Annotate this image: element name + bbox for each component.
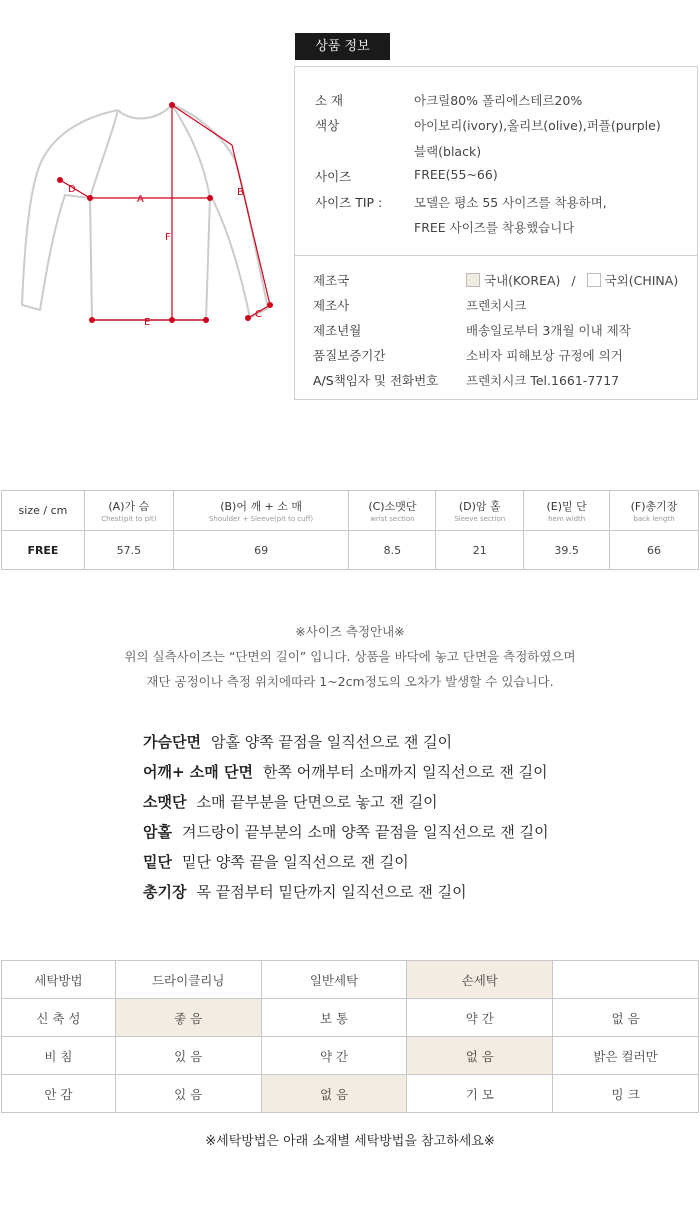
size-diagram bbox=[0, 0, 290, 340]
guide-line-2: 재단 공정이나 측정 위치에따라 1~2cm정도의 오차가 발생할 수 있습니다. bbox=[146, 674, 554, 689]
row-shoulder-sleeve: 69 bbox=[173, 531, 349, 570]
size-tip-value: 모델은 평소 55 사이즈를 착용하며, bbox=[414, 195, 607, 210]
care-cell: 드라이클리닝 bbox=[115, 961, 261, 999]
color-value: 아이보리(ivory),올리브(olive),퍼플(purple) bbox=[414, 118, 661, 133]
care-cell-selected: 좋 음 bbox=[115, 999, 261, 1037]
color-label: 색상 bbox=[315, 118, 340, 133]
label-f: F bbox=[165, 232, 171, 243]
care-cell: 안 감 bbox=[2, 1075, 116, 1113]
care-cell: 약 간 bbox=[261, 1037, 407, 1075]
material-label: 소 재 bbox=[315, 93, 344, 108]
header-wrist: (C)소맷단 wrist section bbox=[349, 491, 436, 531]
row-armhole: 21 bbox=[436, 531, 524, 570]
care-table bbox=[1, 960, 699, 1113]
size-table bbox=[1, 490, 699, 570]
care-note: ※세탁방법은 아래 소재별 세탁방법을 참고하세요※ bbox=[205, 1134, 495, 1149]
guide-title: ※사이즈 측정안내※ bbox=[295, 624, 405, 639]
material-value: 아크릴80% 폴리에스테르20% bbox=[414, 93, 583, 108]
product-info-tag: 상품 정보 bbox=[295, 33, 390, 60]
definition-item: 가슴단면 암홀 양쪽 끝점을 일직선으로 잰 길이 bbox=[143, 733, 453, 751]
care-cell: 일반세탁 bbox=[261, 961, 407, 999]
label-b: B bbox=[237, 187, 244, 198]
origin-china: 국외(CHINA) bbox=[604, 273, 679, 288]
care-cell: 세탁방법 bbox=[2, 961, 116, 999]
definition-item: 어깨+ 소매 단면 한쪽 어깨부터 소매까지 일직선으로 잰 길이 bbox=[143, 763, 548, 781]
china-checkbox-icon bbox=[587, 273, 601, 287]
table-row bbox=[2, 1075, 699, 1113]
size-tip-value-2: FREE 사이즈를 착용했습니다 bbox=[414, 220, 575, 235]
care-cell bbox=[553, 961, 699, 999]
row-size: FREE bbox=[2, 531, 85, 570]
definition-item: 암홀 겨드랑이 끝부분의 소매 양쪽 끝점을 일직선으로 잰 길이 bbox=[143, 823, 549, 841]
as-contact-label: A/S책임자 및 전화번호 bbox=[313, 373, 439, 388]
origin-korea: 국내(KOREA) bbox=[484, 273, 561, 288]
label-e: E bbox=[144, 317, 151, 328]
definition-item: 밑단 밑단 양쪽 끝을 일직선으로 잰 길이 bbox=[143, 853, 409, 871]
label-a: A bbox=[137, 194, 144, 205]
origin-separator: / bbox=[571, 273, 576, 288]
manufacture-date-value: 배송일로부터 3개월 이내 제작 bbox=[466, 323, 631, 338]
care-cell-selected: 손세탁 bbox=[407, 961, 553, 999]
table-row bbox=[2, 961, 699, 999]
size-label: 사이즈 bbox=[315, 169, 352, 184]
origin-value bbox=[466, 271, 678, 289]
care-cell: 비 침 bbox=[2, 1037, 116, 1075]
definition-item: 총기장 목 끝점부터 밑단까지 일직선으로 잰 길이 bbox=[143, 883, 467, 901]
maker-value: 프렌치시크 bbox=[466, 298, 527, 313]
warranty-value: 소비자 피해보상 규정에 의거 bbox=[466, 348, 623, 363]
guide-line-1: 위의 실측사이즈는 “단면의 길이” 입니다. 상품을 바닥에 놓고 단면을 측정하였으며 bbox=[124, 649, 576, 664]
care-cell: 약 간 bbox=[407, 999, 553, 1037]
as-contact-value: 프렌치시크 Tel.1661-7717 bbox=[466, 373, 620, 388]
row-wrist: 8.5 bbox=[349, 531, 436, 570]
table-row bbox=[2, 531, 699, 570]
origin-label: 제조국 bbox=[313, 273, 350, 288]
color-value-2: 블랙(black) bbox=[414, 144, 482, 159]
definition-item: 소맷단 소매 끝부분을 단면으로 놓고 잰 길이 bbox=[143, 793, 438, 811]
care-cell: 있 음 bbox=[115, 1075, 261, 1113]
care-cell: 밝은 컬러만 bbox=[553, 1037, 699, 1075]
care-cell: 보 통 bbox=[261, 999, 407, 1037]
header-hem: (E)밑 단 hem width bbox=[524, 491, 610, 531]
table-row bbox=[2, 999, 699, 1037]
size-value: FREE(55~66) bbox=[414, 167, 498, 182]
table-row bbox=[2, 1037, 699, 1075]
info-divider bbox=[294, 255, 698, 256]
care-cell: 있 음 bbox=[115, 1037, 261, 1075]
header-size: size / cm bbox=[2, 491, 85, 531]
maker-label: 제조사 bbox=[313, 298, 350, 313]
care-cell: 신 축 성 bbox=[2, 999, 116, 1037]
header-armhole: (D)암 홀 Sleeve section bbox=[436, 491, 524, 531]
row-length: 66 bbox=[610, 531, 699, 570]
header-chest: (A)가 슴 Chest(pit to pit) bbox=[84, 491, 173, 531]
warranty-label: 품질보증기간 bbox=[313, 348, 386, 363]
manufacture-date-label: 제조년월 bbox=[313, 323, 362, 338]
header-length: (F)총기장 back length bbox=[610, 491, 699, 531]
care-cell: 없 음 bbox=[553, 999, 699, 1037]
size-table-header bbox=[2, 491, 699, 531]
care-cell: 기 모 bbox=[407, 1075, 553, 1113]
row-hem: 39.5 bbox=[524, 531, 610, 570]
label-c: C bbox=[255, 309, 262, 320]
care-cell-selected: 없 음 bbox=[261, 1075, 407, 1113]
size-tip-label: 사이즈 TIP : bbox=[315, 195, 383, 210]
row-chest: 57.5 bbox=[84, 531, 173, 570]
header-shoulder-sleeve: (B)어 깨 + 소 매 Shoulder + Sleeve(pit to cuff) bbox=[173, 491, 349, 531]
care-cell-selected: 없 음 bbox=[407, 1037, 553, 1075]
garment-outline bbox=[22, 105, 268, 320]
korea-checkbox-icon bbox=[466, 273, 480, 287]
care-cell: 밍 크 bbox=[553, 1075, 699, 1113]
label-d: D bbox=[68, 184, 76, 195]
